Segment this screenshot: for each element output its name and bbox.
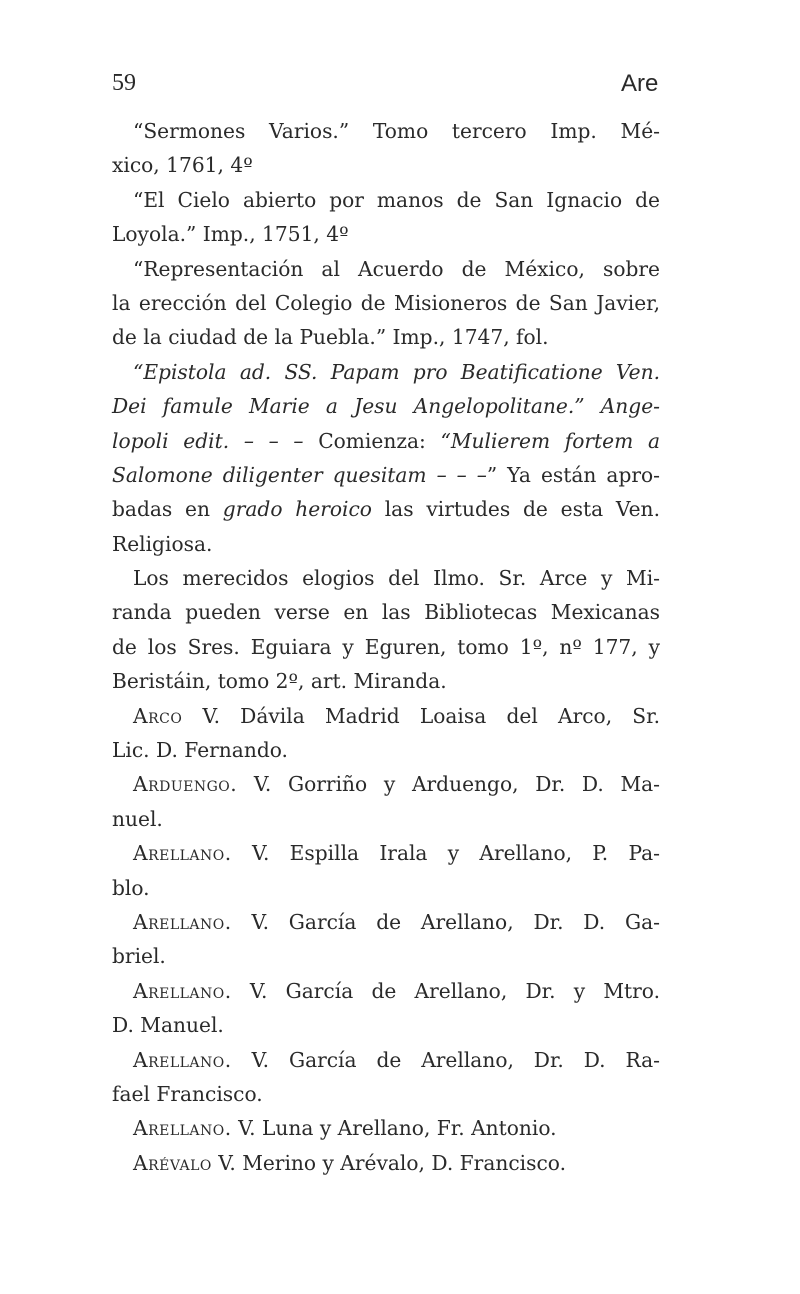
italic-text: lopoli edit. – – – [112,428,304,453]
entry-heading: Arellano. [133,978,232,1003]
text-segment: V. García de Arellano, Dr. D. Ga- [231,909,660,934]
text-line [112,836,660,870]
running-head: Are [621,70,659,97]
text-segment: V. García de Arellano, Dr. D. Ra- [231,1047,660,1072]
text-segment: V. Dávila Madrid Loaisa del Arco, Sr. [182,703,660,728]
text-line [112,1043,660,1077]
text-line [112,148,660,182]
italic-text: Dei famule Marie a Jesu Angelopolitane.” Ange- [112,394,660,419]
italic-text: “Epistola ad. SS. Papam pro Beatificatione Ven. [133,359,660,384]
text-line [112,664,660,698]
text-segment: Loyola.” Imp., 1751, 4º [112,222,349,247]
text-segment: D. Manuel. [112,1013,224,1038]
text-segment: “Sermones Varios.” Tomo tercero Imp. Mé- [133,119,660,143]
text-line [112,1111,660,1145]
entry-heading: Arellano. [133,909,232,934]
text-line [112,458,660,492]
text-segment: randa pueden verse en las Bibliotecas Mexicanas [112,600,660,625]
text-line [112,767,660,801]
text-line [112,389,660,423]
text-line [112,1077,660,1111]
text-line [112,492,660,526]
text-line [112,630,660,664]
text-segment: V. Merino y Arévalo, D. Francisco. [211,1150,567,1175]
text-segment: xico, 1761, 4º [112,153,253,178]
text-segment: Religiosa. [112,531,213,556]
text-line [112,561,660,595]
text-line [112,320,660,354]
text-line [112,1146,660,1180]
text-line [112,527,660,561]
text-line [112,424,660,458]
text-line [112,217,660,251]
text-segment: Comienza: [303,428,441,453]
text-segment: “Representación al Acuerdo de México, sobre [133,256,660,281]
text-segment: fael Francisco. [112,1081,263,1106]
entry-heading: Arévalo [133,1150,212,1175]
text-line [112,733,660,767]
text-line [112,974,660,1008]
text-line [112,114,660,148]
text-line [112,595,660,629]
text-segment: V. Espilla Irala y Arellano, P. Pa- [231,841,660,866]
italic-text: Salomone diligenter quesitam – – – [112,462,487,487]
text-segment: blo. [112,875,150,900]
text-line [112,1008,660,1042]
text-segment: las virtudes de esta Ven. [371,497,660,522]
text-segment: de la ciudad de la Puebla.” Imp., 1747, fol. [112,325,549,350]
page-number: 59 [112,70,136,96]
text-segment: V. García de Arellano, Dr. y Mtro. [231,978,660,1003]
text-line [112,939,660,973]
entry-heading: Arellano. [133,1047,232,1072]
text-segment: V. Gorriño y Arduengo, Dr. D. Ma- [237,772,660,797]
text-segment: Los merecidos elogios del Ilmo. Sr. Arce y Mi- [133,566,660,591]
text-segment: nuel. [112,806,163,831]
italic-text: “Mulierem fortem a [440,428,660,453]
text-segment: Lic. D. Fernando. [112,738,288,763]
entry-heading: Arco [133,703,183,728]
text-line [112,252,660,286]
text-segment: ” Ya están apro- [486,462,660,487]
entry-heading: Arellano. [133,841,232,866]
text-line [112,802,660,836]
page-body [112,114,660,1180]
text-segment: “El Cielo abierto por manos de San Ignacio de [133,187,660,212]
text-segment: badas en [112,497,223,522]
text-segment: briel. [112,944,166,969]
text-segment: de los Sres. Eguiara y Eguren, tomo 1º, nº 177, y [112,634,660,659]
italic-text: grado heroico [222,497,372,522]
text-line [112,905,660,939]
text-line [112,871,660,905]
text-segment: V. Luna y Arellano, Fr. Antonio. [231,1116,557,1141]
text-line [112,183,660,217]
text-line [112,355,660,389]
entry-heading: Arellano. [133,1116,232,1141]
text-segment: la erección del Colegio de Misioneros de San Javier, [112,290,660,315]
text-line [112,286,660,320]
entry-heading: Arduengo. [133,772,238,797]
text-line [112,699,660,733]
text-segment: Beristáin, tomo 2º, art. Miranda. [112,669,447,694]
